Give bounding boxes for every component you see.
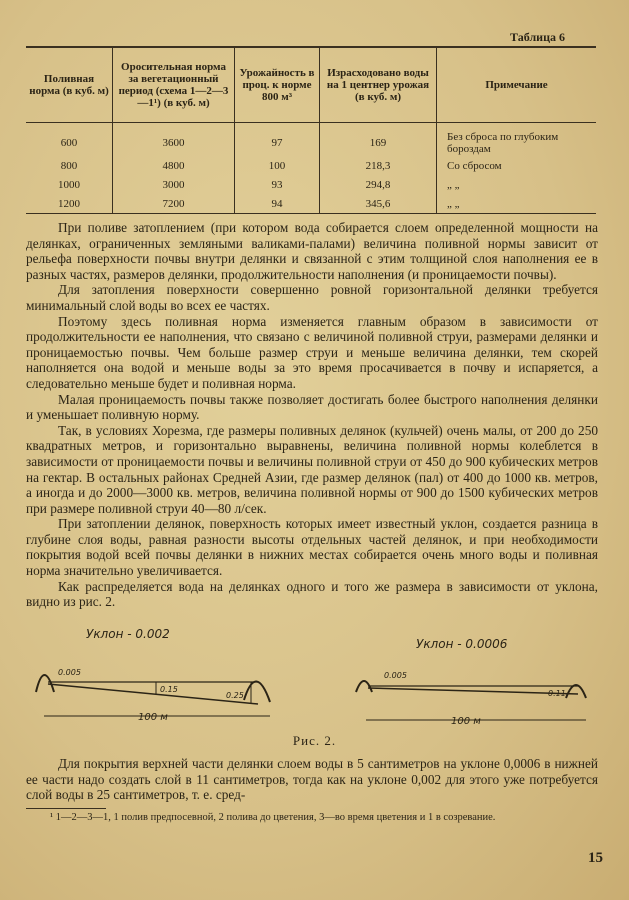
table-cell: 1200 xyxy=(26,194,113,214)
header-water-per-centner: Израсходовано воды на 1 центнер урожая (в куб. м) xyxy=(320,47,437,123)
paragraph: Для затопления поверхности совершенно ровной горизонтальной делянки требуется минимальный слой воды во всех ее частях. xyxy=(26,282,598,313)
header-yield: Урожайность в проц. к норме 800 м³ xyxy=(235,47,320,123)
table-cell: 345,6 xyxy=(320,194,437,214)
table-cell: 4800 xyxy=(113,156,235,175)
table-cell: 100 xyxy=(235,156,320,175)
footnote: ¹ 1—2—3—1, 1 полив предпосевной, 2 полива до цветения, 3—во время цветения и 1 в созревание. xyxy=(50,812,496,823)
right-lower-levee xyxy=(566,685,586,698)
irrigation-table xyxy=(26,46,596,214)
page-number: 15 xyxy=(588,850,603,866)
table-cell: 3000 xyxy=(113,175,235,194)
paragraph: Как распределяется вода на делянках одного и того же размера в зависимости от уклона, видно из рис. 2. xyxy=(26,578,598,610)
paragraph: Для покрытия верхней части делянки слоем воды в 5 сантиметров на уклоне 0,0006 в нижней ее части надо создать слой в 11 сантиметров, тогда как на уклоне 0,002 для этого уже потребуется слой воды в 25 сантиметров, т. е. сред- xyxy=(26,756,598,803)
paragraph: При поливе затоплением (при котором вода собирается слоем определенной мощности на делянках, ограниченных земляными валиками-палами) величина поливной нормы зависит от рельефа поверхности почвы внутри делянки и связанной с этим толщиной слоя наполнения ее в разных частях, размеров делянки, продолжительности наполнения (и проницаемости почвы). xyxy=(26,220,598,282)
right-depth-bottom: 0.11 xyxy=(548,689,566,698)
table-cell: 218,3 xyxy=(320,156,437,175)
table-title: Таблица 6 xyxy=(510,30,565,44)
paragraph: Так, в условиях Хорезма, где размеры поливных делянок (кульчей) очень малы, от 200 до 250 квадратных метров, и горизонтально выравнены, величина поливной нормы колеблется в зависимости от проницаемости почвы и величины поливной струи от 450 до 900 кубических метров на гектар. В остальных районах Средней Азии, где размер делянок (пал) от 400 до 1000 кв. метров, а иногда и до 2000—3000 кв. метров, величина поливной нормы от 900 до 1500 кубических метров при размере поливной струи 40—80 л/сек. xyxy=(26,422,598,516)
table-cell: Без сброса по глубоким бороздам xyxy=(437,123,597,157)
table-cell: 93 xyxy=(235,175,320,194)
table-cell: 600 xyxy=(60,137,78,150)
table-cell: 7200 xyxy=(113,194,235,214)
table-row xyxy=(26,175,596,194)
table-row xyxy=(26,123,596,157)
left-depth-bottom: 0.25 xyxy=(226,691,244,700)
header-seasonal-norm: Оросительная норма за вегетационный период (схема 1—2—3—1¹) (в куб. м) xyxy=(113,47,235,123)
table-row xyxy=(26,156,596,175)
figure-2-diagram xyxy=(26,620,601,750)
left-upper-levee xyxy=(36,675,54,692)
right-slope-label: Уклон - 0.0006 xyxy=(416,637,508,651)
paragraph: Поэтому здесь поливная норма изменяется главным образом в зависимости от продолжительности ее наполнения, что связано с величиной поливной струи, размерами делянки и проницаемостью почвы. Чем больше размер струи и меньше величина делянки, тем скорей наполняется она водой и меньше воды за это время просачивается в почву и испаряется, а следовательно меньше будет и поливная норма. xyxy=(26,313,598,391)
left-slope-label: Уклон - 0.002 xyxy=(86,627,170,641)
table-cell: „ „ xyxy=(437,175,597,194)
right-ground-slope xyxy=(368,688,578,694)
table-cell: 97 xyxy=(235,123,320,157)
table-row xyxy=(26,194,596,214)
figure-caption: Рис. 2. xyxy=(292,733,337,748)
table-cell: 94 xyxy=(235,194,320,214)
header-irrigation-norm: Поливная норма (в куб. м) xyxy=(26,47,113,123)
table-cell: 800 xyxy=(60,159,78,172)
left-depth-mid: 0.15 xyxy=(160,685,178,694)
table-cell: 169 xyxy=(320,123,437,157)
paragraph: Малая проницаемость почвы также позволяет достигать более быстрого наполнения делянки и уменьшает поливную норму. xyxy=(26,391,598,423)
left-depth-top: 0.005 xyxy=(58,668,81,677)
table-cell: Со сбросом xyxy=(437,156,597,175)
table-header-row xyxy=(26,47,596,123)
footnote-divider xyxy=(26,808,106,809)
right-depth-top: 0.005 xyxy=(384,671,407,680)
left-length-label: 100 м xyxy=(138,712,168,723)
table-cell: „ „ xyxy=(437,194,597,214)
body-text xyxy=(26,220,598,610)
paragraph: При затоплении делянок, поверхность которых имеет известный уклон, создается разница в глубине слоя воды, равная разности высоты отдельных частей делянок, и при необходимости покрытия водой всей почвы делянки в нижних местах собирается очень много воды и поливная норма значительно увеличивается. xyxy=(26,516,598,579)
table-cell: 1000 xyxy=(58,178,80,191)
right-length-label: 100 м xyxy=(451,716,481,727)
final-text xyxy=(26,756,598,803)
header-note: Примечание xyxy=(437,47,597,123)
table-cell: 294,8 xyxy=(320,175,437,194)
left-lower-levee xyxy=(244,681,270,702)
table-cell: 3600 xyxy=(113,123,235,157)
